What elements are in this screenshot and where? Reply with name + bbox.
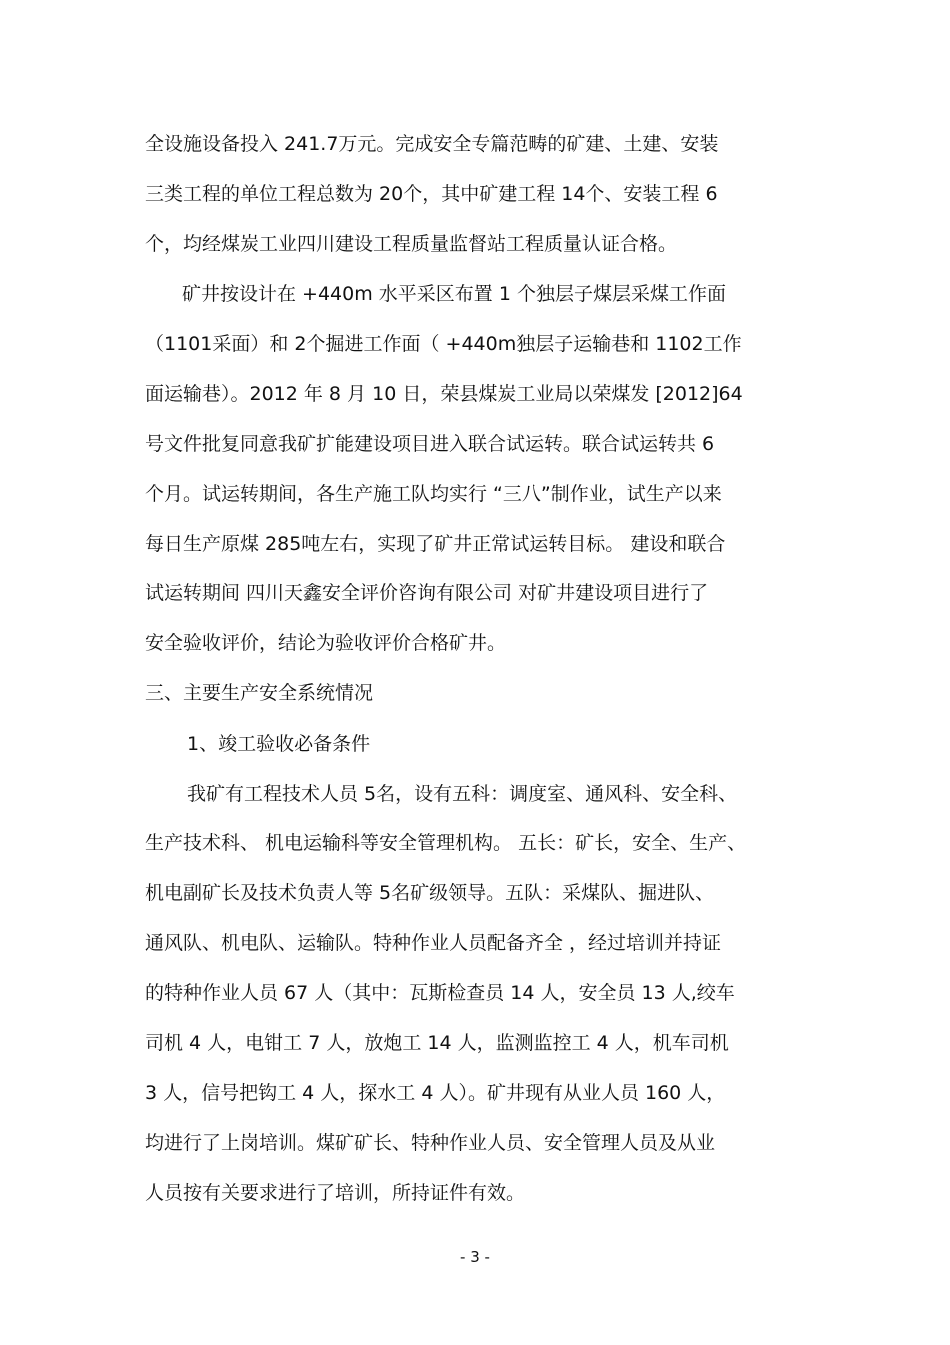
text-line-11: 安全验收评价，结论为验收评价合格矿井。 <box>145 632 507 654</box>
text-line-14: 我矿有工程技术人员 5名，设有五科：调度室、通风科、安全科、 <box>187 783 738 805</box>
text-line-6: 面运输巷）。2012 年 8 月 10 日，荣县煤炭工业局以荣煤发 [2012]64 <box>145 383 743 405</box>
text-line-1: 全设施设备投入 241.7万元。完成安全专篇范畴的矿建、土建、安装 <box>145 133 719 155</box>
text-line-22: 人员按有关要求进行了培训，所持证件有效。 <box>145 1182 526 1204</box>
text-line-5: （1101采面）和 2个掘进工作面（ +440m独层子运输巷和 1102工作 <box>145 333 742 355</box>
text-line-3: 个，均经煤炭工业四川建设工程质量监督站工程质量认证合格。 <box>145 233 678 255</box>
text-line-18: 的特种作业人员 67 人（其中：瓦斯检查员 14 人，安全员 13 人,绞车 <box>145 982 735 1004</box>
text-line-4: 矿井按设计在 +440m 水平采区布置 1 个独层子煤层采煤工作面 <box>182 283 726 305</box>
text-line-20: 3 人，信号把钩工 4 人，探水工 4 人）。矿井现有从业人员 160 人， <box>145 1082 726 1104</box>
text-line-10: 试运转期间 四川天鑫安全评价咨询有限公司 对矿井建设项目进行了 <box>145 582 709 604</box>
text-line-2: 三类工程的单位工程总数为 20个，其中矿建工程 14个、安装工程 6 <box>145 183 718 205</box>
text-line-7: 号文件批复同意我矿扩能建设项目进入联合试运转。联合试运转共 6 <box>145 433 715 455</box>
text-line-15: 生产技术科、 机电运输科等安全管理机构。 五长：矿长，安全、生产、 <box>145 832 747 854</box>
subsection-heading: 1、竣工验收必备条件 <box>187 733 371 755</box>
text-line-21: 均进行了上岗培训。煤矿矿长、特种作业人员、安全管理人员及从业 <box>145 1132 716 1154</box>
text-line-8: 个月。试运转期间，各生产施工队均实行 “三八”制作业，试生产以来 <box>145 483 722 505</box>
text-line-9: 每日生产原煤 285吨左右，实现了矿井正常试运转目标。 建设和联合 <box>145 533 726 555</box>
text-line-19: 司机 4 人，电钳工 7 人，放炮工 14 人，监测监控工 4 人，机车司机 <box>145 1032 729 1054</box>
text-line-16: 机电副矿长及技术负责人等 5名矿级领导。五队：采煤队、掘进队、 <box>145 882 715 904</box>
text-line-17: 通风队、机电队、运输队。特种作业人员配备齐全 ，经过培训并持证 <box>145 932 722 954</box>
section-heading: 三、主要生产安全系统情况 <box>145 682 374 704</box>
page-number: - 3 - <box>460 1248 490 1266</box>
